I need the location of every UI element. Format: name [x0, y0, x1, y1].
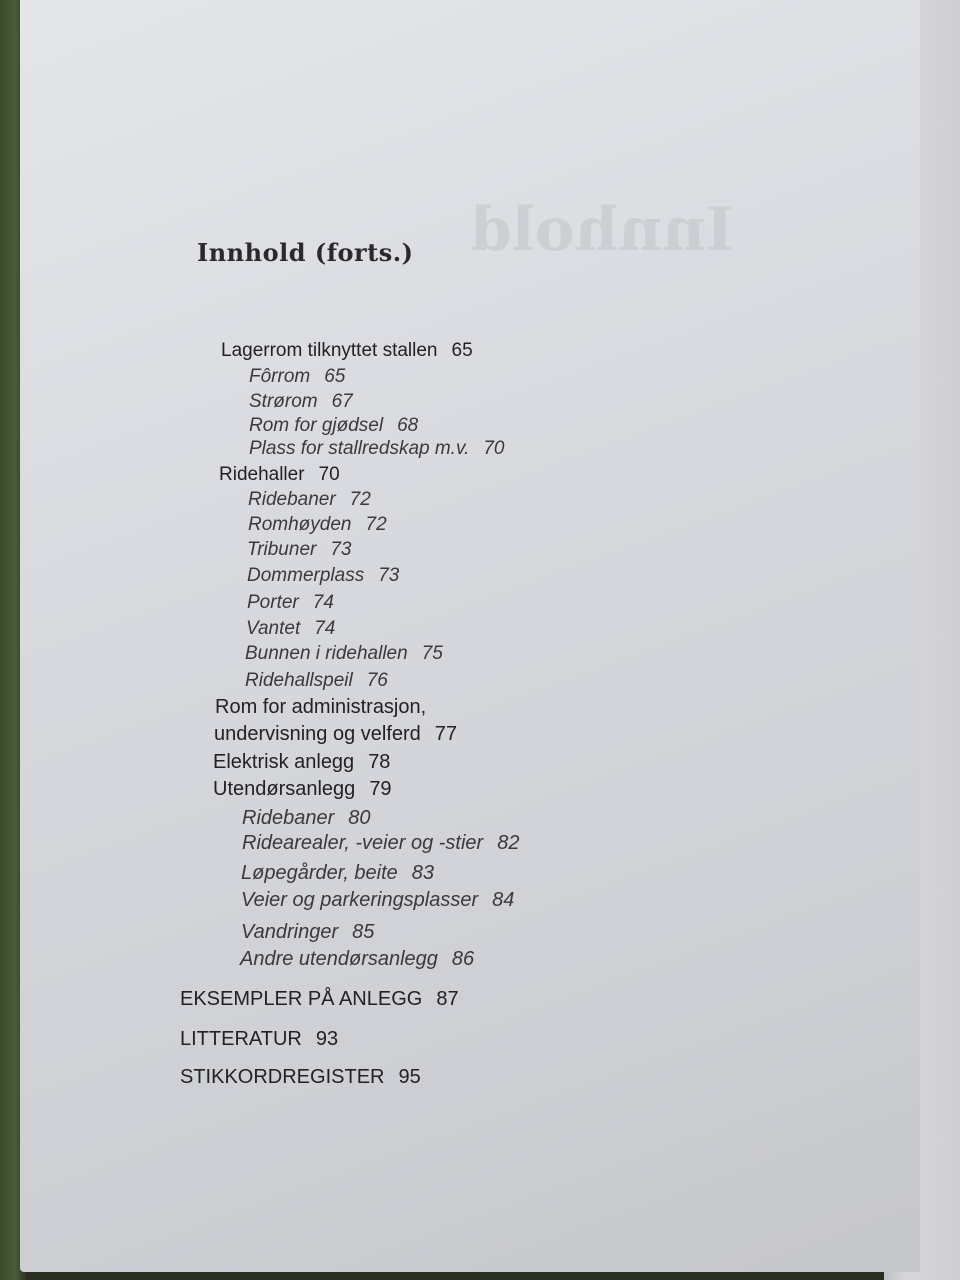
toc-entry [213, 778, 392, 801]
book-page [20, 0, 920, 1272]
toc-label: Ridebaner [248, 489, 336, 510]
toc-label: Vantet [246, 618, 301, 639]
toc-entry [249, 438, 504, 460]
toc-page-number: 73 [330, 539, 352, 560]
toc-entry [249, 366, 345, 388]
toc-label: STIKKORDREGISTER [180, 1066, 385, 1088]
toc-label: Elektrisk anlegg [213, 751, 355, 773]
toc-entry [249, 391, 353, 413]
toc-page-number: 93 [315, 1028, 339, 1050]
toc-page-number: 74 [312, 592, 334, 613]
toc-entry [248, 514, 387, 536]
toc-page-number: 68 [397, 415, 419, 436]
toc-page-number: 79 [369, 778, 392, 800]
toc-page-number: 74 [314, 618, 336, 639]
toc-page-number: 75 [421, 643, 443, 664]
toc-label: Ridearealer, -veier og -stier [242, 832, 484, 854]
toc-entry [180, 1066, 421, 1089]
toc-entry [219, 464, 340, 486]
toc-label: Rom for gjødsel [249, 415, 384, 436]
toc-entry [215, 696, 426, 719]
toc-label: Ridehallspeil [245, 670, 353, 691]
toc-page-number: 70 [483, 438, 505, 459]
toc-entry [221, 340, 473, 362]
toc-label: Ridehaller [219, 464, 305, 485]
toc-label: undervisning og velferd [214, 723, 421, 745]
toc-page-number: 70 [318, 464, 340, 485]
toc-page-number: 87 [436, 988, 459, 1010]
toc-entry [240, 948, 474, 971]
toc-entry [214, 723, 457, 746]
toc-entry [248, 489, 371, 511]
toc-page-number: 86 [451, 948, 475, 970]
show-through-heading: Innhold [470, 195, 734, 265]
toc-entry [247, 565, 399, 587]
toc-entry [247, 539, 351, 561]
toc-entry [242, 832, 519, 855]
toc-entry [241, 889, 514, 912]
toc-page-number: 72 [365, 514, 387, 535]
toc-page-number: 67 [331, 391, 353, 412]
toc-page-number: 84 [492, 889, 515, 911]
toc-page-number: 77 [434, 723, 458, 745]
toc-entry [246, 618, 335, 640]
toc-page-number: 78 [368, 751, 391, 773]
toc-page-number: 65 [451, 340, 473, 361]
toc-page-number: 82 [497, 832, 520, 854]
toc-page-number: 95 [398, 1066, 421, 1088]
toc-label: Fôrrom [249, 366, 311, 387]
toc-label: Rom for administrasjon, [215, 696, 427, 718]
toc-label: LITTERATUR [180, 1028, 302, 1050]
toc-label: Plass for stallredskap m.v. [249, 438, 470, 459]
toc-label: Porter [247, 592, 299, 613]
toc-label: Bunnen i ridehallen [245, 643, 408, 664]
toc-label: Dommerplass [247, 565, 365, 586]
toc-label: Veier og parkeringsplasser [241, 889, 479, 911]
toc-page-number: 80 [348, 807, 371, 829]
toc-label: Lagerrom tilknyttet stallen [221, 340, 438, 361]
toc-label: EKSEMPLER PÅ ANLEGG [180, 988, 423, 1010]
toc-entry [241, 921, 374, 944]
toc-page-number: 73 [378, 565, 400, 586]
toc-entry [242, 807, 371, 830]
toc-page-number: 83 [411, 862, 435, 884]
toc-entry [245, 670, 388, 692]
toc-page-number: 65 [324, 366, 346, 387]
toc-entry [249, 415, 418, 437]
toc-entry [213, 751, 390, 774]
page-title: Innhold (forts.) [197, 238, 414, 267]
toc-label: Utendørsanlegg [213, 778, 356, 800]
toc-entry [245, 643, 443, 665]
toc-label: Romhøyden [248, 514, 352, 535]
toc-label: Løpegårder, beite [241, 862, 398, 884]
toc-page-number: 76 [366, 670, 388, 691]
toc-entry [247, 592, 334, 614]
toc-label: Strørom [249, 391, 318, 412]
toc-label: Vandringer [241, 921, 339, 943]
toc-label: Ridebaner [242, 807, 335, 829]
toc-label: Andre utendørsanlegg [240, 948, 438, 970]
toc-entry [180, 988, 459, 1011]
toc-page-number: 85 [352, 921, 375, 943]
toc-page-number: 72 [349, 489, 371, 510]
toc-entry [241, 862, 434, 885]
toc-entry [180, 1028, 338, 1051]
toc-label: Tribuner [247, 539, 317, 560]
